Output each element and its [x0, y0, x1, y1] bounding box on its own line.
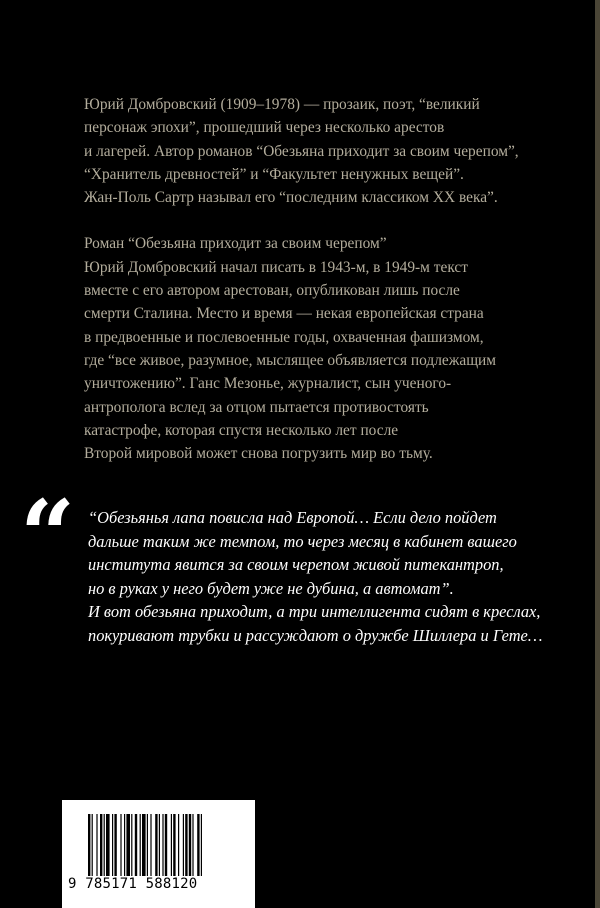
bio-line: персонаж эпохи”, прошедший через несколько арестов: [84, 119, 445, 137]
barcode-bar: [178, 814, 179, 876]
quote-line: института явится за своим черепом живой питекантроп,: [88, 555, 504, 575]
barcode-bar: [142, 814, 146, 876]
barcode-bar: [150, 814, 151, 876]
barcode-bar: [189, 814, 191, 876]
bio-line: и лагерей. Автор романов “Обезьяна приходит за своим черепом”,: [84, 142, 519, 160]
barcode-bar: [135, 814, 137, 876]
quote-line: “Обезьянья лапа повисла над Европой… Если дело пойдет: [88, 508, 497, 527]
quote-line: И вот обезьяна приходит, а три интеллигента сидят в креслах,: [88, 602, 541, 622]
barcode-bar: [96, 814, 97, 876]
barcode-bar: [165, 814, 167, 876]
bio-line: Жан-Поль Сартр называл его “последним классиком XX века”.: [84, 189, 498, 207]
bio-line: Роман “Обезьяна приходит за своим черепом”: [84, 235, 387, 253]
barcode-bar: [114, 814, 116, 876]
barcode-bar: [192, 814, 193, 876]
barcode-bar: [126, 814, 130, 876]
barcode-bar: [159, 814, 160, 876]
barcode-bar: [106, 814, 110, 876]
spine-edge: [595, 0, 600, 908]
bio-line: Юрий Домбровский начал писать в 1943-м, в 1949-м текст: [84, 258, 468, 276]
bio-line: вместе с его автором арестован, опубликован лишь после: [84, 282, 460, 300]
author-bio: [84, 93, 584, 465]
barcode-bar: [183, 814, 184, 876]
barcode-bar: [131, 814, 132, 876]
barcode-bar: [140, 814, 141, 876]
isbn-barcode: [62, 800, 255, 908]
bio-line: катастрофе, которая спустя несколько лет после: [84, 421, 399, 439]
barcode-bar: [171, 814, 172, 876]
quote-line: дальше таким же темпом, то через месяц в кабинет вашего: [88, 531, 517, 551]
barcode-bar: [155, 814, 157, 876]
barcode-bar: [197, 814, 199, 876]
bio-line: уничтожению”. Ганс Мезонье, журналист, сын ученого-: [84, 375, 452, 393]
bio-line: Юрий Домбровский (1909–1978) — прозаик, поэт, “великий: [84, 96, 480, 113]
barcode-bar: [173, 814, 175, 876]
barcode-bar: [88, 814, 90, 876]
quote-line: покуривают трубки и рассуждают о дружбе Шиллера и Гете…: [88, 625, 543, 645]
barcode-bar: [185, 814, 187, 876]
bio-line: где “все живое, разумное, мыслящее объявляется подлежащим: [84, 351, 497, 369]
barcode-bar: [100, 814, 102, 876]
barcode-bar: [162, 814, 163, 876]
bio-line: Второй мировой может снова погрузить мир во тьму.: [84, 445, 433, 463]
barcode-bar: [112, 814, 113, 876]
excerpt-quote: [88, 506, 588, 648]
quote-line: но в руках у него будет уже не дубина, а автомат”.: [88, 578, 454, 598]
quotation-mark-icon: “: [20, 479, 68, 592]
bio-line: смерти Сталина. Место и время — некая европейская страна: [84, 305, 484, 323]
bio-line: в предвоенные и послевоенные годы, охваченная фашизмом,: [84, 328, 484, 346]
bio-paragraph-author: [84, 93, 584, 209]
barcode-bar: [147, 814, 148, 876]
barcode-bars-icon: [88, 814, 238, 880]
isbn-number: 9 785171 588120: [68, 876, 198, 892]
barcode-bar: [124, 814, 125, 876]
barcode-bar: [201, 814, 202, 876]
bio-line: антрополога вслед за отцом пытается противостоять: [84, 398, 429, 416]
barcode-bar: [120, 814, 121, 876]
bio-line: “Хранитель древностей” и “Факультет ненужных вещей”.: [84, 165, 464, 183]
bio-paragraph-novel: [84, 232, 584, 465]
barcode-bar: [92, 814, 93, 876]
barcode-bar: [104, 814, 105, 876]
